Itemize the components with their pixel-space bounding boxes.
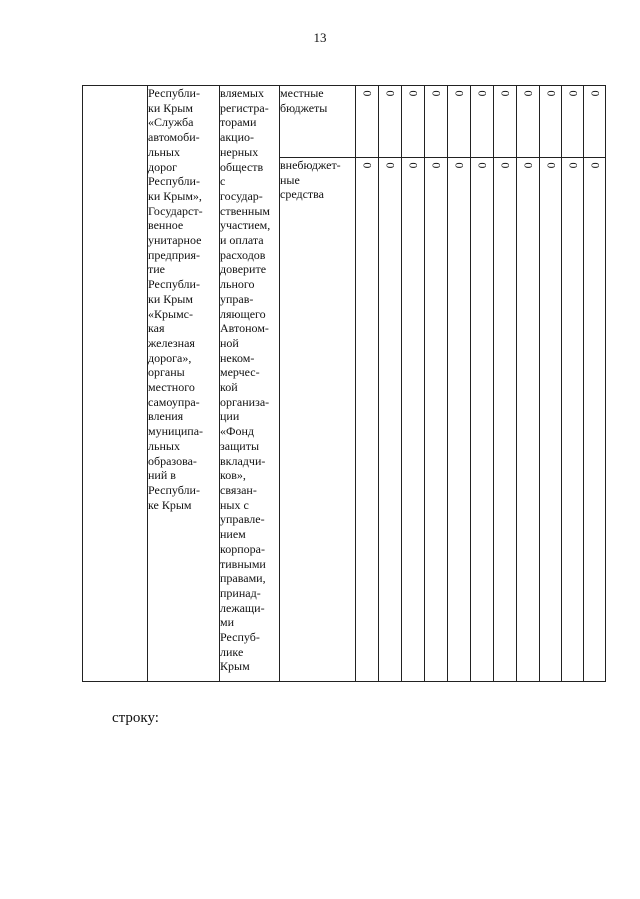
- funding-source-cell: внебюджет- ные средства: [280, 158, 356, 682]
- responsible-cell: Республи- ки Крым «Служба автомоби- льных дорог Республи- ки Крым», Государст- венное унитарное предприя- тие Республи- ки Крым «Крымс- кая железная дорога», органы местного самоупра- вления муниципа- льных образова- ний в Республи- ке Крым: [148, 86, 220, 682]
- value-cell: 0: [494, 86, 517, 158]
- value-cell: 0: [402, 158, 425, 682]
- value-cell: 0: [356, 158, 379, 682]
- activity-cell: вляемых регистра- торами акцио- нерных обществ с государ- ственным участием, и оплата расходов доверите льного управ- ляющего Автоном- ной неком- мерчес- кой организа- ции «Фонд защиты вкладчи- ков», связан- ных с управле- нием корпора- тивными правами, принад- лежащи- ми Респуб- лике Крым: [220, 86, 280, 682]
- empty-cell: [83, 86, 148, 682]
- value-cell: 0: [448, 158, 471, 682]
- value-cell: 0: [425, 158, 448, 682]
- value-cell: 0: [425, 86, 448, 158]
- value-cell: 0: [562, 158, 584, 682]
- value-cell: 0: [584, 158, 606, 682]
- value-cell: 0: [540, 86, 562, 158]
- value-cell: 0: [562, 86, 584, 158]
- value-cell: 0: [540, 158, 562, 682]
- value-cell: 0: [402, 86, 425, 158]
- table-row: [83, 86, 606, 158]
- page-number: 13: [313, 30, 327, 45]
- value-cell: 0: [356, 86, 379, 158]
- value-cell: 0: [379, 86, 402, 158]
- value-cell: 0: [517, 158, 540, 682]
- value-cell: 0: [471, 158, 494, 682]
- funding-source-cell: местные бюджеты: [280, 86, 356, 158]
- value-cell: 0: [379, 158, 402, 682]
- following-text: строку:: [112, 710, 159, 726]
- value-cell: 0: [448, 86, 471, 158]
- value-cell: 0: [471, 86, 494, 158]
- value-cell: 0: [517, 86, 540, 158]
- value-cell: 0: [584, 86, 606, 158]
- budget-table: [82, 85, 606, 682]
- value-cell: 0: [494, 158, 517, 682]
